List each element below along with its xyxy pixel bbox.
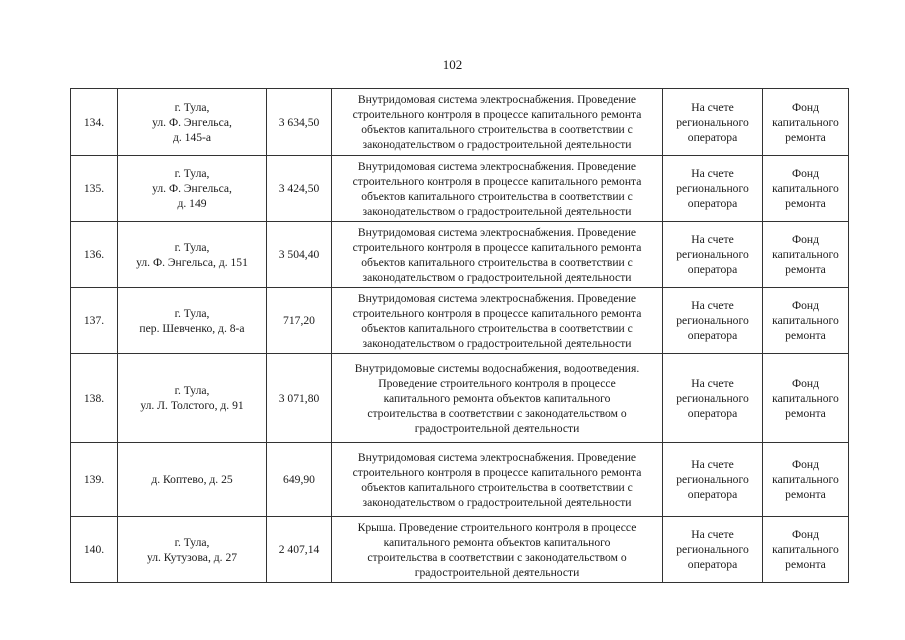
work-line: законодательством о градостроительной деятельности	[362, 204, 632, 218]
address-line: г. Тула,	[174, 167, 210, 180]
source-line: капитального	[772, 543, 839, 556]
source-line: Фонд	[791, 376, 820, 390]
row-number: 139.	[71, 443, 118, 517]
account-line: На счете	[691, 100, 734, 114]
source-line: ремонта	[785, 197, 826, 210]
account-line: регионального	[676, 248, 749, 261]
address-line: г. Тула,	[174, 535, 210, 549]
row-number: 140.	[71, 517, 118, 583]
area-value: 649,90	[267, 443, 332, 517]
page-number: 102	[442, 57, 463, 72]
address-line: д. 149	[177, 197, 207, 210]
source-line: капитального	[772, 391, 839, 405]
account-line: регионального	[676, 543, 749, 556]
account-cell	[663, 156, 763, 222]
account-line: оператора	[687, 488, 738, 501]
work-line: градостроительной деятельности	[414, 565, 580, 579]
row-number: 135.	[71, 156, 118, 222]
work-line: объектов капитального строительства в соответствии с	[361, 480, 633, 494]
account-line: На счете	[691, 528, 734, 541]
table-row	[71, 156, 849, 222]
work-line: строительства в соответствии с законодательством о	[367, 406, 627, 420]
area-value: 2 407,14	[267, 517, 332, 583]
table-row	[71, 443, 849, 517]
row-number: 137.	[71, 288, 118, 354]
work-line: строительного контроля в процессе капитального ремонта	[352, 174, 642, 188]
address-line: ул. Ф. Энгельса, д. 151	[136, 255, 248, 269]
work-line: объектов капитального строительства в соответствии с	[361, 189, 633, 203]
address-line: ул. Ф. Энгельса,	[152, 115, 232, 129]
account-line: регионального	[676, 115, 749, 129]
address-line: д. 145-а	[172, 130, 212, 144]
area-value: 3 424,50	[267, 156, 332, 222]
work-line: объектов капитального строительства в соответствии с	[361, 123, 633, 136]
account-line: оператора	[687, 329, 738, 342]
funding-source-cell	[763, 354, 849, 443]
work-line: строительного контроля в процессе капитального ремонта	[352, 465, 642, 479]
work-line: Крыша. Проведение строительного контроля в процессе	[357, 520, 637, 534]
address-cell	[118, 517, 267, 583]
work-line: законодательством о градостроительной деятельности	[362, 270, 632, 284]
source-line: капитального	[772, 182, 839, 195]
work-description	[332, 288, 663, 354]
account-line: На счете	[691, 299, 734, 312]
account-cell	[663, 443, 763, 517]
work-line: законодательством о градостроительной деятельности	[362, 495, 632, 509]
source-line: капитального	[772, 314, 839, 327]
work-description	[332, 354, 663, 443]
account-line: регионального	[676, 473, 749, 486]
address-line: ул. Кутузова, д. 27	[146, 550, 238, 564]
source-line: Фонд	[791, 528, 820, 541]
account-line: На счете	[691, 376, 734, 390]
work-line: объектов капитального строительства в соответствии с	[361, 321, 633, 335]
work-line: законодательством о градостроительной деятельности	[362, 336, 632, 350]
address-line: г. Тула,	[174, 240, 210, 254]
address-line: ул. Ф. Энгельса,	[152, 182, 232, 195]
table-row	[71, 288, 849, 354]
table-row	[71, 89, 849, 156]
address-cell	[118, 354, 267, 443]
work-line: строительного контроля в процессе капитального ремонта	[352, 108, 642, 121]
work-description	[332, 517, 663, 583]
account-line: На счете	[691, 167, 734, 180]
area-value: 3 504,40	[267, 222, 332, 288]
table-row	[71, 354, 849, 443]
address-cell	[118, 222, 267, 288]
work-line: Внутридомовые системы водоснабжения, водоотведения.	[354, 361, 640, 375]
work-line: законодательством о градостроительной деятельности	[362, 138, 632, 151]
source-line: ремонта	[785, 406, 826, 420]
account-line: оператора	[687, 263, 738, 276]
source-line: Фонд	[791, 458, 820, 471]
funding-source-cell	[763, 156, 849, 222]
area-value: 717,20	[267, 288, 332, 354]
table-body	[71, 89, 849, 583]
account-line: регионального	[676, 391, 749, 405]
table-row	[71, 222, 849, 288]
account-cell	[663, 89, 763, 156]
address-line: ул. Л. Толстого, д. 91	[140, 399, 244, 412]
account-line: оператора	[687, 558, 738, 571]
address-line: г. Тула,	[174, 100, 210, 114]
work-line: капитального ремонта объектов капитального	[383, 391, 611, 405]
account-line: оператора	[687, 406, 738, 420]
work-line: Внутридомовая система электроснабжения. Проведение	[357, 450, 637, 464]
source-line: ремонта	[785, 263, 826, 276]
capital-repair-table	[70, 88, 849, 583]
source-line: ремонта	[785, 488, 826, 501]
work-description	[332, 156, 663, 222]
row-number: 134.	[71, 89, 118, 156]
funding-source-cell	[763, 89, 849, 156]
work-line: объектов капитального строительства в соответствии с	[361, 255, 633, 269]
funding-source-cell	[763, 517, 849, 583]
work-line: Внутридомовая система электроснабжения. Проведение	[357, 93, 637, 106]
funding-source-cell	[763, 443, 849, 517]
account-cell	[663, 222, 763, 288]
work-description	[332, 89, 663, 156]
account-line: регионального	[676, 314, 749, 327]
work-line: Проведение строительного контроля в процессе	[378, 376, 616, 390]
work-line: Внутридомовая система электроснабжения. Проведение	[357, 225, 637, 239]
work-line: Внутридомовая система электроснабжения. Проведение	[357, 159, 637, 173]
work-description	[332, 443, 663, 517]
work-line: Внутридомовая система электроснабжения. Проведение	[357, 291, 637, 305]
address-line: г. Тула,	[174, 306, 210, 320]
work-line: строительства в соответствии с законодательством о	[367, 550, 627, 564]
account-line: На счете	[691, 458, 734, 471]
area-value: 3 071,80	[267, 354, 332, 443]
address-line: д. Коптево, д. 25	[151, 473, 233, 486]
funding-source-cell	[763, 288, 849, 354]
source-line: Фонд	[791, 167, 820, 180]
address-cell	[118, 288, 267, 354]
work-line: градостроительной деятельности	[414, 421, 580, 435]
account-line: На счете	[691, 233, 734, 246]
account-cell	[663, 354, 763, 443]
source-line: капитального	[772, 473, 839, 486]
address-line: г. Тула,	[174, 384, 210, 397]
source-line: ремонта	[785, 329, 826, 342]
row-number: 136.	[71, 222, 118, 288]
source-line: ремонта	[785, 558, 826, 571]
address-line: пер. Шевченко, д. 8-а	[139, 321, 245, 335]
funding-source-cell	[763, 222, 849, 288]
account-line: оператора	[687, 197, 738, 210]
account-line: оператора	[687, 130, 738, 144]
source-line: Фонд	[791, 100, 820, 114]
work-line: строительного контроля в процессе капитального ремонта	[352, 306, 642, 320]
source-line: Фонд	[791, 233, 820, 246]
account-cell	[663, 288, 763, 354]
source-line: Фонд	[791, 299, 820, 312]
table-row	[71, 517, 849, 583]
address-cell	[118, 89, 267, 156]
account-cell	[663, 517, 763, 583]
source-line: капитального	[772, 115, 839, 129]
address-cell	[118, 443, 267, 517]
work-description	[332, 222, 663, 288]
row-number: 138.	[71, 354, 118, 443]
address-cell	[118, 156, 267, 222]
area-value: 3 634,50	[267, 89, 332, 156]
work-line: капитального ремонта объектов капитального	[383, 535, 611, 549]
account-line: регионального	[676, 182, 749, 195]
source-line: ремонта	[785, 130, 826, 144]
work-line: строительного контроля в процессе капитального ремонта	[352, 240, 642, 254]
source-line: капитального	[772, 248, 839, 261]
